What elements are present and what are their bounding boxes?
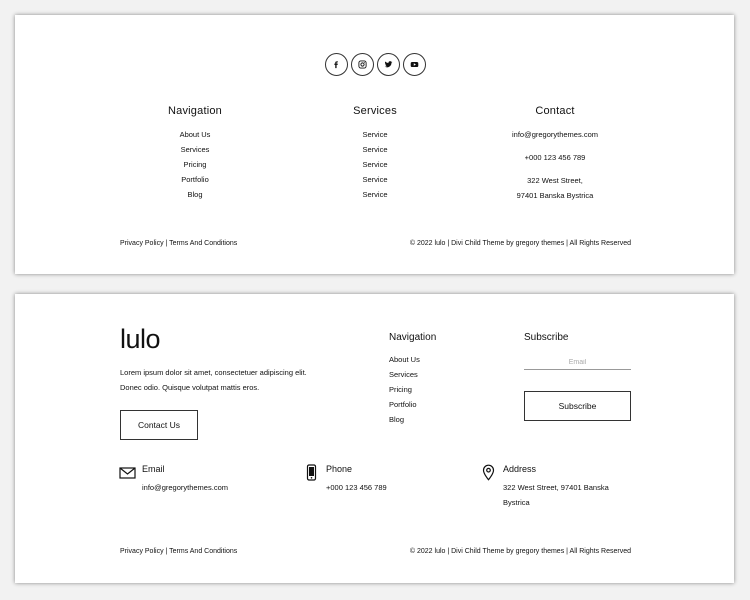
about-text — [120, 365, 330, 395]
youtube-link[interactable] — [403, 53, 426, 76]
contact-address-line2: 97401 Banska Bystrica — [516, 191, 594, 200]
social-links — [325, 53, 426, 76]
nav-link-pricing[interactable]: Pricing — [183, 160, 207, 169]
facebook-icon — [332, 60, 341, 69]
service-link[interactable]: Service — [362, 130, 388, 139]
youtube-icon — [410, 60, 419, 69]
copyright-text: © 2022 lulo | Divi Child Theme by gregory themes | All Rights Reserved — [409, 548, 631, 555]
nav-link-pricing[interactable]: Pricing — [389, 385, 412, 394]
nav-link-services[interactable]: Services — [389, 370, 418, 379]
subscribe-button[interactable]: Subscribe — [524, 391, 631, 421]
service-link[interactable]: Service — [362, 190, 388, 199]
email-heading: Email — [142, 464, 165, 474]
service-link[interactable]: Service — [362, 160, 388, 169]
service-link[interactable]: Service — [362, 175, 388, 184]
nav-link-about[interactable]: About Us — [179, 130, 211, 139]
legal-links[interactable]: Privacy Policy | Terms And Conditions — [120, 548, 238, 555]
contact-address-line1: 322 West Street, — [527, 176, 583, 185]
address-line-1: 322 West Street, 97401 Banska — [503, 483, 609, 492]
navigation-column — [389, 332, 436, 427]
phone-value[interactable]: +000 123 456 789 — [326, 483, 387, 492]
phone-info — [303, 464, 387, 495]
envelope-icon — [119, 464, 136, 481]
nav-link-blog[interactable]: Blog — [389, 415, 405, 424]
subscribe-heading: Subscribe — [524, 332, 569, 343]
about-line-2: Donec odio. Quisque volutpat mattis eros. — [120, 383, 260, 392]
contact-phone[interactable]: +000 123 456 789 — [524, 153, 586, 162]
facebook-link[interactable] — [325, 53, 348, 76]
navigation-heading: Navigation — [389, 332, 437, 343]
address-value — [503, 480, 609, 510]
services-column — [335, 105, 415, 202]
twitter-link[interactable] — [377, 53, 400, 76]
footer-variant-2 — [15, 294, 734, 583]
phone-heading: Phone — [326, 464, 353, 474]
nav-link-portfolio[interactable]: Portfolio — [389, 400, 417, 409]
navigation-heading: Navigation — [168, 105, 222, 117]
address-heading: Address — [503, 464, 537, 474]
legal-links[interactable]: Privacy Policy | Terms And Conditions — [120, 240, 238, 247]
contact-column — [495, 105, 615, 203]
navigation-column — [155, 105, 235, 202]
service-link[interactable]: Service — [362, 145, 388, 154]
email-field[interactable] — [524, 355, 631, 370]
logo[interactable]: lulo — [120, 324, 161, 354]
nav-link-about[interactable]: About Us — [389, 355, 420, 364]
email-value[interactable]: info@gregorythemes.com — [142, 483, 228, 492]
address-line-2: Bystrica — [503, 498, 530, 507]
services-heading: Services — [353, 105, 397, 117]
nav-link-services[interactable]: Services — [180, 145, 210, 154]
nav-link-portfolio[interactable]: Portfolio — [181, 175, 209, 184]
phone-icon — [303, 464, 320, 481]
copyright-text: © 2022 lulo | Divi Child Theme by gregory themes | All Rights Reserved — [409, 240, 631, 247]
footer-variant-1 — [15, 15, 734, 274]
instagram-icon — [358, 60, 367, 69]
address-info — [480, 464, 630, 510]
contact-us-button[interactable]: Contact Us — [120, 410, 198, 440]
nav-link-blog[interactable]: Blog — [187, 190, 203, 199]
instagram-link[interactable] — [351, 53, 374, 76]
about-line-1: Lorem ipsum dolor sit amet, consectetuer adipiscing elit. — [120, 368, 307, 377]
contact-email[interactable]: info@gregorythemes.com — [512, 130, 598, 139]
map-pin-icon — [480, 464, 497, 481]
contact-heading: Contact — [535, 105, 575, 117]
subscribe-section — [524, 332, 631, 370]
email-info — [119, 464, 228, 495]
twitter-icon — [384, 60, 393, 69]
